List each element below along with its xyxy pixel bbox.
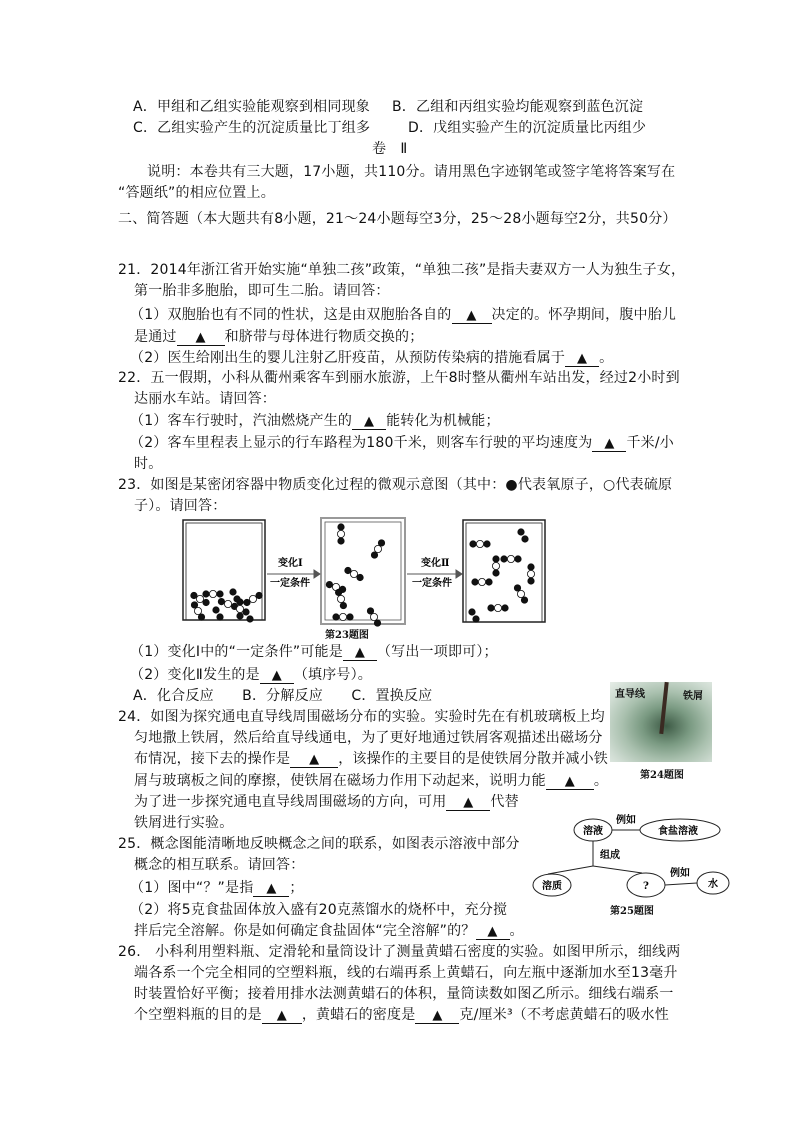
text-line <box>134 455 162 473</box>
filings-label: 铁屑 <box>683 691 703 702</box>
text-line <box>134 772 608 790</box>
text-segment: 屑与玻璃板之间的摩擦，使铁屑在磁场力作用下动起来，说明力能 <box>134 773 546 789</box>
text-segment: （1）图中“？”是指 <box>130 880 254 896</box>
text-line <box>118 210 677 228</box>
oxygen-atom <box>473 616 479 622</box>
sulfur-atom <box>194 607 201 614</box>
text-segment: C．乙组实验产生的沉淀质量比丁组多 <box>133 120 371 136</box>
oxygen-atom <box>217 614 223 620</box>
text-segment: 概念的相互联系。请回答： <box>134 857 305 873</box>
text-line <box>130 666 372 684</box>
oxygen-atom <box>247 616 253 622</box>
text-segment: （1）变化Ⅰ中的“一定条件”可能是 <box>130 644 343 660</box>
oxygen-atom <box>518 529 524 535</box>
sulfur-atom <box>494 604 501 611</box>
sulfur-atom <box>478 578 485 585</box>
text-line <box>118 708 605 726</box>
sulfur-atom <box>249 595 256 602</box>
text-line <box>408 119 646 137</box>
edge-composition: 组成 <box>600 850 620 861</box>
sulfur-atom <box>507 555 514 562</box>
text-segment: 26. 小科利用塑料瓶、定滑轮和量筒设计了测量黄蜡石密度的实验。如图甲所示，细线两 <box>118 944 681 960</box>
text-segment: 24．如图为探究通电直导线周围磁场分布的实验。实验时先在有机玻璃板上均 <box>118 709 605 725</box>
edge-example-1: 例如 <box>616 815 636 826</box>
text-segment: 和脐带与母体进行物质交换的； <box>224 329 424 345</box>
oxygen-atom <box>234 596 240 602</box>
text-segment: 为了进一步探究通电直导线周围磁场的方向，可用 <box>134 794 447 810</box>
text-segment: 第一胎非多胞胎，即可生二胎。请回答： <box>134 283 390 299</box>
answer-blank[interactable]: ▲ <box>260 668 294 684</box>
text-line <box>130 412 500 430</box>
text-line <box>134 390 276 408</box>
arrow-change-2 <box>407 570 462 578</box>
text-line <box>133 98 370 116</box>
sulfur-atom <box>337 595 344 602</box>
text-line <box>130 434 674 452</box>
text-segment: 说明：本卷共有三大题，17小题，共110分。请用黑色字迹钢笔或签字笔将答案写在 <box>147 164 676 180</box>
text-segment: 个空塑料瓶的目的是 <box>134 1007 262 1023</box>
wire-label: 直导线 <box>615 689 645 700</box>
answer-blank[interactable]: ▲ <box>262 1008 302 1024</box>
text-line <box>130 879 304 897</box>
text-segment: 卷 Ⅱ <box>372 141 408 157</box>
text-segment: 代替 <box>490 794 519 810</box>
text-segment: 克/厘米³（不考虑黄蜡石的吸水性 <box>459 1007 669 1023</box>
text-line <box>134 282 390 300</box>
text-line <box>147 163 675 181</box>
text-line <box>118 261 685 279</box>
text-segment: （写出一项即可）； <box>376 644 498 660</box>
arrow2-top-label: 变化Ⅱ <box>421 558 450 569</box>
figure-24-caption: 第24题图 <box>640 770 684 781</box>
oxygen-atom <box>191 602 197 608</box>
node-question: ? <box>643 881 649 892</box>
text-segment: D．戊组实验产生的沉淀质量比丙组少 <box>408 120 647 136</box>
answer-blank[interactable]: ▲ <box>446 795 490 811</box>
figure-25-caption: 第25题图 <box>610 906 654 917</box>
answer-blank[interactable]: ▲ <box>343 645 377 661</box>
text-segment: 端各系一个完全相同的空塑料瓶，线的右端再系上黄蜡石，向左瓶中逐渐加水至13毫升 <box>134 965 678 981</box>
oxygen-atom <box>521 597 527 603</box>
oxygen-atom <box>198 614 204 620</box>
sulfur-atom <box>374 545 381 552</box>
figure-24-photo <box>610 682 712 762</box>
text-line <box>133 119 370 137</box>
text-segment: 能转化为机械能； <box>386 413 500 429</box>
text-segment: ，该操作的主要目的是使铁屑分散并减小铁 <box>338 751 609 767</box>
text-segment: （2）医生给刚出生的婴儿注射乙肝疫苗，从预防传染病的措施看属于 <box>130 350 566 366</box>
oxygen-atom <box>502 605 508 611</box>
text-segment: 是通过 <box>134 329 177 345</box>
text-line <box>392 98 643 116</box>
sulfur-atom <box>476 540 483 547</box>
arrow-change-1 <box>267 570 320 578</box>
sulfur-atom <box>517 590 524 597</box>
arrow1-bottom-label: 一定条件 <box>270 578 310 589</box>
oxygen-atom <box>367 608 373 614</box>
oxygen-atom <box>217 591 223 597</box>
text-segment: （2）将5克食盐固体放入盛有20克蒸馏水的烧杯中，充分搅 <box>130 902 508 918</box>
text-segment: 匀地撒上铁屑，然后给直导线通电，为了更好地通过铁屑客观描述出磁场分 <box>134 730 603 746</box>
answer-blank[interactable]: ▲ <box>253 881 289 897</box>
text-line <box>118 369 680 387</box>
text-line <box>118 835 520 853</box>
text-line <box>372 140 408 158</box>
text-line <box>134 729 603 747</box>
oxygen-atom <box>340 602 346 608</box>
text-segment: 决定的。怀孕期间，腹中胎儿 <box>491 307 677 323</box>
arrow2-bottom-label: 一定条件 <box>412 578 452 589</box>
text-segment: （2）客车里程表上显示的行车路程为180千米，则客车行驶的平均速度为 <box>130 435 593 451</box>
oxygen-atom <box>230 589 236 595</box>
oxygen-atom <box>378 540 384 546</box>
text-line <box>134 1006 669 1024</box>
sulfur-atom <box>492 562 499 569</box>
text-line <box>130 306 676 324</box>
arrow1-top-label: 变化Ⅰ <box>278 558 303 569</box>
text-line <box>134 922 524 940</box>
figure-25-concept-map <box>520 810 730 900</box>
text-segment: ，黄蜡石的密度是 <box>301 1007 416 1023</box>
text-segment: 拌后完全溶解。你是如何确定食盐固体“完全溶解”的？ <box>134 923 476 939</box>
wire-icon <box>659 682 668 734</box>
oxygen-atom <box>256 592 262 598</box>
text-segment: （填序号）。 <box>293 667 373 683</box>
oxygen-atom <box>347 614 353 620</box>
oxygen-atom <box>528 578 534 584</box>
answer-blank[interactable]: ▲ <box>352 414 386 430</box>
text-segment: 千米/小 <box>626 435 674 451</box>
text-line <box>134 964 678 982</box>
text-segment: A．化合反应 B．分解反应 C．置换反应 <box>133 688 433 704</box>
text-segment: 21．2014年浙江省开始实施“单独二孩”政策，“单独二孩”是指夫妻双方一人为独生子女， <box>118 262 686 278</box>
oxygen-atom <box>501 556 507 562</box>
text-line <box>118 943 680 961</box>
text-line <box>134 985 674 1003</box>
sulfur-atom <box>527 570 534 577</box>
oxygen-atom <box>486 579 492 585</box>
text-segment: ； <box>289 880 304 896</box>
text-line <box>134 856 304 874</box>
answer-blank[interactable]: ▲ <box>546 774 594 790</box>
container-2 <box>321 518 405 624</box>
answer-blank[interactable]: ▲ <box>415 1008 459 1024</box>
text-segment: 达丽水车站。请回答： <box>134 391 276 407</box>
oxygen-atom <box>203 591 209 597</box>
text-segment: 子）。请回答： <box>134 498 227 514</box>
sulfur-atom <box>196 595 203 602</box>
text-segment: 。 <box>509 923 524 939</box>
text-segment: 23．如图是某密闭容器中物质变化过程的微观示意图（其中：●代表氧原子，○代表硫原 <box>118 477 673 493</box>
sulfur-atom <box>224 600 231 607</box>
oxygen-atom <box>357 574 363 580</box>
oxygen-atom <box>338 538 344 544</box>
oxygen-atom <box>243 609 249 615</box>
oxygen-atom <box>528 564 534 570</box>
oxygen-atom <box>244 599 250 605</box>
text-segment: 铁屑进行实验。 <box>134 815 234 831</box>
text-segment: （1）客车行驶时，汽油燃烧产生的 <box>130 413 353 429</box>
node-water: 水 <box>708 879 718 890</box>
answer-blank[interactable]: ▲ <box>452 308 492 324</box>
sulfur-atom <box>337 530 344 537</box>
oxygen-atom <box>514 585 520 591</box>
figure-23-caption: 第23题图 <box>325 630 369 641</box>
text-segment: A．甲组和乙组实验能观察到相同现象 <box>133 99 370 115</box>
oxygen-atom <box>493 556 499 562</box>
sulfur-atom <box>370 613 377 620</box>
answer-blank[interactable]: ▲ <box>592 436 626 452</box>
text-line <box>133 687 432 705</box>
text-line <box>118 476 672 494</box>
oxygen-atom <box>213 607 219 613</box>
text-line <box>130 349 613 367</box>
text-segment: “答题纸”的相应位置上。 <box>118 185 275 201</box>
oxygen-atom <box>335 589 341 595</box>
text-segment: 22．五一假期，小科从衢州乘客车到丽水旅游，上午8时整从衢州车站出发，经过2小时到 <box>118 370 680 386</box>
sulfur-atom <box>350 570 357 577</box>
oxygen-atom <box>470 541 476 547</box>
oxygen-atom <box>374 620 380 626</box>
text-segment: （2）变化Ⅱ发生的是 <box>130 667 260 683</box>
oxygen-atom <box>345 567 351 573</box>
text-line <box>134 750 608 768</box>
text-segment: 。 <box>599 350 614 366</box>
text-line <box>134 328 423 346</box>
text-line <box>134 793 519 811</box>
text-segment: 25．概念图能清晰地反映概念之间的联系，如图表示溶液中部分 <box>118 836 520 852</box>
oxygen-atom <box>326 581 332 587</box>
text-segment: 。 <box>593 773 609 789</box>
text-segment: 时。 <box>134 456 163 472</box>
text-line <box>134 814 233 832</box>
answer-blank[interactable]: ▲ <box>565 351 599 367</box>
text-segment: （1）双胞胎也有不同的性状，这是由双胞胎各自的 <box>130 307 452 323</box>
oxygen-atom <box>191 592 197 598</box>
oxygen-atom <box>371 552 377 558</box>
sulfur-atom <box>209 590 216 597</box>
oxygen-atom <box>488 605 494 611</box>
node-salt-solution: 食盐溶液 <box>658 826 698 837</box>
oxygen-atom <box>515 556 521 562</box>
oxygen-atom <box>218 598 224 604</box>
answer-blank[interactable]: ▲ <box>476 924 510 940</box>
node-solute: 溶质 <box>542 881 562 892</box>
text-line <box>130 901 507 919</box>
oxygen-atom <box>237 613 243 619</box>
oxygen-atom <box>338 524 344 530</box>
sulfur-atom <box>339 613 346 620</box>
text-line <box>118 184 275 202</box>
oxygen-atom <box>472 579 478 585</box>
answer-blank[interactable]: ▲ <box>290 752 338 768</box>
text-segment: B．乙组和丙组实验均能观察到蓝色沉淀 <box>392 99 644 115</box>
molecules <box>191 524 535 626</box>
oxygen-atom <box>469 609 475 615</box>
oxygen-atom <box>484 541 490 547</box>
answer-blank[interactable]: ▲ <box>177 330 225 346</box>
text-segment: 布情况，接下去的操作是 <box>134 751 291 767</box>
edge-example-2: 例如 <box>670 868 690 879</box>
oxygen-atom <box>493 570 499 576</box>
oxygen-atom <box>203 599 209 605</box>
text-line <box>134 497 226 515</box>
oxygen-atom <box>333 614 339 620</box>
node-solution: 溶液 <box>583 826 603 837</box>
oxygen-atom <box>522 536 528 542</box>
text-segment: 时装置恰好平衡；接着用排水法测黄蜡石的体积，量筒读数如图乙所示。细线右端系一 <box>134 986 674 1002</box>
text-segment: 二、简答题（本大题共有8小题，21～24小题每空3分，25～28小题每空2分，共50分） <box>118 211 677 227</box>
